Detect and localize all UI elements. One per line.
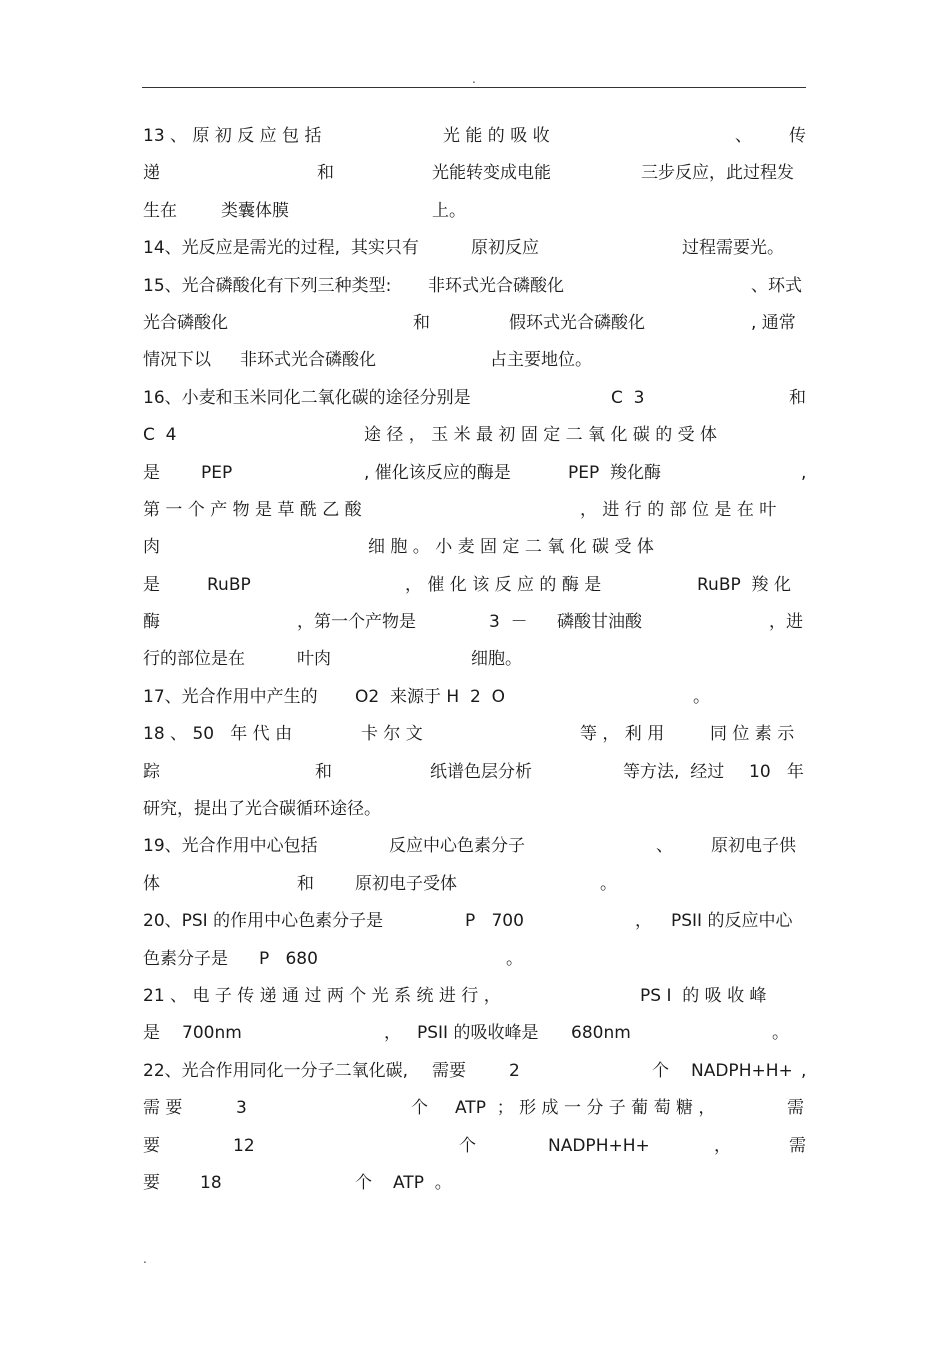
text-line <box>143 1165 806 1202</box>
text-line <box>143 679 806 716</box>
answer-blank: ATP 。 <box>393 1172 452 1193</box>
text-segment: 生在 <box>143 200 177 221</box>
text-segment: PSII 的吸收峰是 <box>417 1023 539 1044</box>
text-line <box>143 305 806 342</box>
text-segment: 需 <box>787 1098 804 1119</box>
text-segment: 个 <box>411 1098 428 1119</box>
answer-blank: 2 <box>509 1060 520 1081</box>
answer-blank: C 3 <box>611 387 645 408</box>
text-line <box>143 1053 806 1090</box>
text-segment: , 通常 <box>751 312 796 333</box>
text-segment: ， 催 化 该 反 应 的 酶 是 <box>405 574 602 595</box>
answer-blank: ATP ； 形 成 一 分 子 葡 萄 糖 ， <box>455 1098 716 1119</box>
text-line <box>143 1090 806 1127</box>
answer-blank: 叶肉 <box>297 649 331 670</box>
text-line <box>143 604 806 641</box>
answer-blank: RuBP <box>207 574 251 595</box>
text-segment: 色素分子是 <box>143 948 228 969</box>
text-line <box>143 455 806 492</box>
text-segment: 要 <box>143 1135 160 1156</box>
text-segment: 个 <box>459 1135 476 1156</box>
text-segment: , <box>801 462 807 483</box>
text-segment: 行的部位是在 <box>143 649 245 670</box>
text-segment: 是 <box>143 1023 160 1044</box>
answer-blank: 12 <box>233 1135 255 1156</box>
text-segment: 个 <box>652 1060 669 1081</box>
answer-blank: 3 <box>236 1098 247 1119</box>
text-segment: 20、PSI 的作用中心色素分子是 <box>143 911 384 932</box>
answer-blank: RuBP 羧 化 <box>697 574 791 595</box>
text-segment: 情况下以 <box>143 350 211 371</box>
text-line <box>143 978 806 1015</box>
text-segment: 14、光反应是需光的过程, 其实只有 <box>143 238 419 259</box>
text-line <box>143 791 806 828</box>
answer-blank: P 700 <box>465 911 524 932</box>
text-segment: 是 <box>143 574 160 595</box>
text-line <box>143 828 806 865</box>
text-segment: 和 <box>317 163 334 184</box>
text-segment: 占主要地位。 <box>490 350 592 371</box>
answer-blank: NADPH+H+ <box>548 1135 650 1156</box>
answer-blank: O2 来源于 H 2 O <box>355 686 506 707</box>
text-line <box>143 903 806 940</box>
text-line <box>143 380 806 417</box>
text-segment: , <box>801 1060 807 1081</box>
answer-blank: 原初电子受体 <box>355 873 457 894</box>
answer-blank: 第 一 个 产 物 是 草 酰 乙 酸 <box>143 499 362 520</box>
header-mark: . <box>472 72 476 86</box>
answer-blank: NADPH+H+ <box>691 1060 793 1081</box>
text-line <box>143 529 806 566</box>
answer-blank: 3 － <box>489 612 528 633</box>
text-segment: 、环式 <box>751 275 802 296</box>
text-segment: 三步反应，此过程发 <box>641 163 794 184</box>
answer-blank: 非环式光合磷酸化 <box>240 350 376 371</box>
answer-blank: PEP <box>201 462 233 483</box>
text-segment: 等方法, 经过 <box>623 761 725 782</box>
answer-blank: 光 能 的 吸 收 <box>443 126 550 146</box>
text-segment: 16、小麦和玉米同化二氧化碳的途径分别是 <box>143 387 471 408</box>
text-line <box>143 193 806 230</box>
text-line <box>143 567 806 604</box>
text-segment: 途 径 ， 玉 米 最 初 固 定 二 氧 化 碳 的 受 体 <box>364 425 718 446</box>
answer-text <box>143 118 806 1202</box>
answer-blank: 原初电子供 <box>711 836 796 857</box>
text-segment: 、 <box>656 836 673 857</box>
text-segment: 21 、 电 子 传 递 通 过 两 个 光 系 统 进 行 ， <box>143 985 501 1006</box>
answer-blank: 原初反应 <box>471 238 539 259</box>
text-segment: 13 、 原 初 反 应 包 括 <box>143 126 322 146</box>
text-line <box>143 941 806 978</box>
text-segment: , 催化该反应的酶是 <box>364 462 511 483</box>
text-line <box>143 342 806 379</box>
text-line <box>143 268 806 305</box>
text-segment: 个 <box>355 1172 372 1193</box>
text-line <box>143 1128 806 1165</box>
text-segment: 细胞。 <box>471 649 522 670</box>
text-line <box>143 118 806 155</box>
text-segment: ，第一个产物是 <box>297 612 416 633</box>
text-segment: PSII 的反应中心 <box>671 911 793 932</box>
text-segment: 上。 <box>432 200 466 221</box>
answer-blank: 体 <box>143 873 160 894</box>
text-segment: 18 、 50 年 代 由 <box>143 724 293 745</box>
footer-mark: . <box>143 1252 147 1266</box>
text-segment: ，进 <box>769 612 803 633</box>
answer-blank: 假环式光合磷酸化 <box>509 312 645 333</box>
text-line <box>143 641 806 678</box>
answer-blank: 光合磷酸化 <box>143 312 228 333</box>
text-line <box>143 230 806 267</box>
text-segment: ， <box>384 1023 401 1044</box>
text-line <box>143 155 806 192</box>
answer-blank: PS Ⅰ 的 吸 收 峰 <box>640 985 767 1006</box>
answer-blank: 卡 尔 文 <box>361 724 423 745</box>
text-segment: 19、光合作用中心包括 <box>143 836 318 857</box>
answer-blank: 纸谱色层分析 <box>430 761 532 782</box>
text-segment: 等 ， 利 用 <box>580 724 665 745</box>
text-segment: 是 <box>143 462 160 483</box>
answer-blank: 非环式光合磷酸化 <box>428 275 564 296</box>
answer-blank: 反应中心色素分子 <box>389 836 525 857</box>
text-line <box>143 754 806 791</box>
text-segment: 酶 <box>143 612 160 633</box>
text-line <box>143 716 806 753</box>
text-line <box>143 417 806 454</box>
answer-blank: 类囊体膜 <box>221 200 289 221</box>
text-segment: ， <box>635 911 652 932</box>
text-segment: ， 进 行 的 部 位 是 在 叶 <box>580 499 777 520</box>
text-segment: 和 <box>315 761 332 782</box>
text-segment: 。 <box>772 1023 789 1044</box>
text-line <box>143 1015 806 1052</box>
answer-blank: P 680 <box>259 948 318 969</box>
text-segment: 递 <box>143 163 160 184</box>
text-segment: 。 <box>506 948 523 969</box>
answer-blank: 光能转变成电能 <box>432 163 551 184</box>
header-rule <box>142 87 806 88</box>
text-segment: 17、光合作用中产生的 <box>143 686 318 707</box>
text-segment: 过程需要光。 <box>682 238 784 259</box>
text-segment: 需 <box>789 1135 806 1156</box>
answer-blank: 细 胞 。 小 麦 固 定 二 氧 化 碳 受 体 <box>368 537 654 558</box>
text-segment: 传 <box>789 126 806 146</box>
text-line <box>143 492 806 529</box>
text-segment: 。 <box>600 873 617 894</box>
text-segment: 需要 <box>432 1060 466 1081</box>
answer-blank: 680nm <box>571 1023 631 1044</box>
answer-blank: C 4 <box>143 425 177 446</box>
answer-blank: 磷酸甘油酸 <box>557 612 642 633</box>
answer-blank: 18 <box>200 1172 222 1193</box>
text-segment: ， <box>714 1135 731 1156</box>
text-segment: 10 年 <box>749 761 804 782</box>
text-segment: 22、光合作用同化一分子二氧化碳, <box>143 1060 409 1081</box>
text-segment: 研究，提出了光合碳循环途径。 <box>143 799 381 820</box>
text-segment: 和 <box>297 873 314 894</box>
text-line <box>143 866 806 903</box>
answer-blank: 同 位 素 示 <box>710 724 795 745</box>
answer-blank: 700nm <box>182 1023 242 1044</box>
text-segment: 和 <box>413 312 430 333</box>
text-segment: 踪 <box>143 761 160 782</box>
text-segment: 和 <box>789 387 806 408</box>
answer-blank: PEP 羧化酶 <box>568 462 662 483</box>
text-segment: 、 <box>735 126 752 146</box>
text-segment: 肉 <box>143 537 160 558</box>
text-segment: 。 <box>693 686 710 707</box>
text-segment: 15、光合磷酸化有下列三种类型: <box>143 275 392 296</box>
text-segment: 要 <box>143 1172 160 1193</box>
text-segment: 需 要 <box>143 1098 183 1119</box>
